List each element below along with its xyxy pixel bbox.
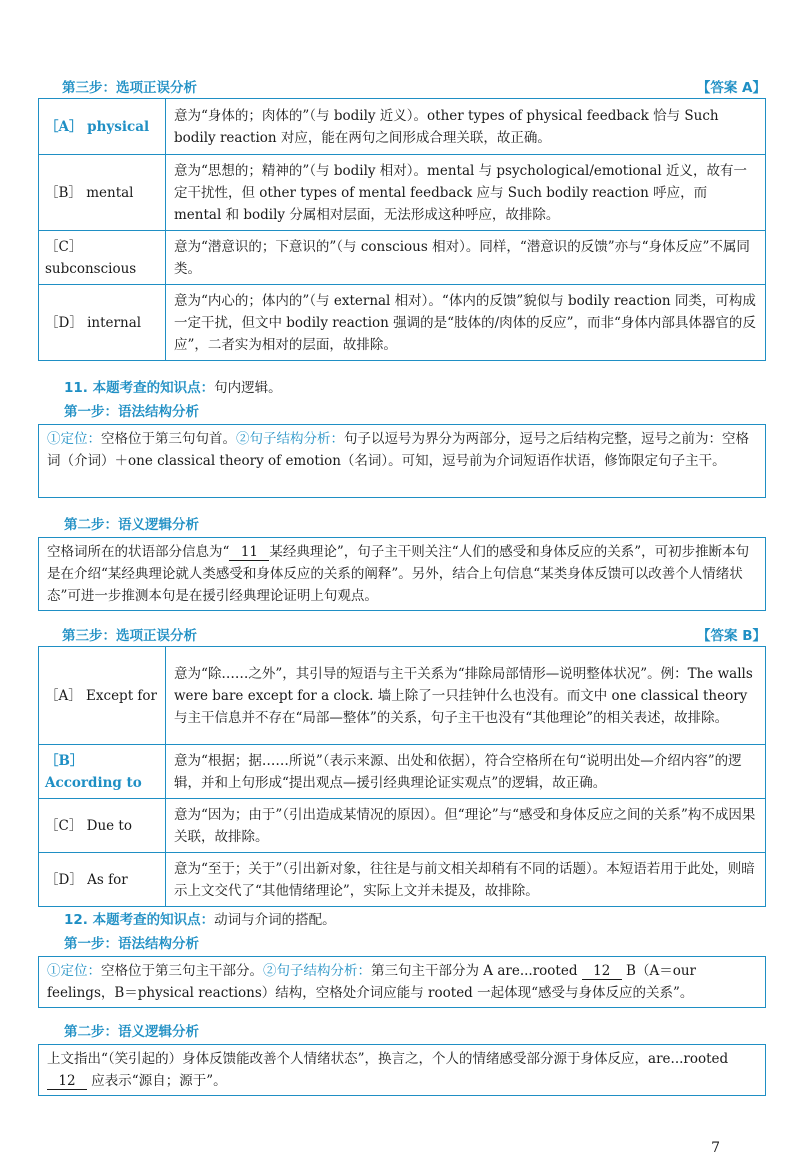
q10-options-table: [38, 98, 766, 361]
step2-text-post: 应表示“源自；源于”。: [87, 1073, 227, 1089]
q12-title-num: 12. 本题考查的知识点：: [64, 912, 215, 928]
option-text: 意为“至于；关于”（引出新对象，往往是与前文相关却稍有不同的话题）。本短语若用于此处，则暗示上文交代了“其他情绪理论”，实际上文并未提及，故排除。: [166, 853, 766, 907]
q11-options-table: [38, 646, 766, 907]
q10-step3-title: 第三步：选项正误分析: [62, 80, 197, 96]
structure-text: 第三句主干部分为 A are...rooted: [371, 963, 582, 979]
locate-text: 空格位于第三句句首。: [101, 431, 236, 447]
answer-blank: 12: [47, 1073, 87, 1090]
option-text: 意为“身体的；肉体的”（与 bodily 近义）。other types of physical feedback 恰与 Such bodily reaction 对应，能在两句之间形成合理关联，故正确。: [166, 99, 766, 155]
option-label: ［D］ internal: [39, 285, 166, 361]
q11-title: [64, 376, 282, 396]
locate-tag: ①定位：: [47, 431, 101, 447]
option-label: ［B］ mental: [39, 155, 166, 231]
option-text: 意为“因为；由于”（引出造成某情况的原因）。但“理论”与“感受和身体反应之间的关系”构不成因果关联，故排除。: [166, 799, 766, 853]
option-text: 意为“根据；据……所说”（表示来源、出处和依据），符合空格所在句“说明出处—介绍内容”的逻辑，并和上句形成“提出观点—援引经典理论证实观点”的逻辑，故正确。: [166, 745, 766, 799]
q11-answer: 【答案 B】: [697, 628, 766, 644]
q11-title-num: 11. 本题考查的知识点：: [64, 380, 215, 396]
q11-step3-header: [38, 622, 766, 644]
q11-step1-title: 第一步：语法结构分析: [64, 404, 199, 420]
q11-knowledge-point: 句内逻辑。: [214, 380, 282, 396]
table-row: [39, 285, 766, 361]
q12-step2-title: 第二步：语义逻辑分析: [64, 1024, 199, 1040]
q11-step1-box: [38, 424, 766, 498]
option-label: ［A］ physical: [39, 99, 166, 155]
q11-step2-title: 第二步：语义逻辑分析: [64, 517, 199, 533]
option-text: 意为“思想的；精神的”（与 bodily 相对）。mental 与 psychological/emotional 近义，故有一定干扰性，但 other types of mental feedback 应与 Such bodily reaction 呼应，而 mental 和 bodily 分属相对层面，无法形成这种呼应，故排除。: [166, 155, 766, 231]
q12-step2-box: [38, 1044, 766, 1096]
structure-text: 句子以逗号为界分为两部分，逗号之后结构完整，逗号之前为：空格词（介词）＋one classical theory of emotion（名词）。可知，逗号前为介词短语作状语，修饰限定句子主干。: [47, 431, 749, 469]
step2-text-pre: 上文指出“（笑引起的）身体反馈能改善个人情绪状态”，换言之，个人的情绪感受部分源于身体反应，are...rooted: [47, 1051, 729, 1067]
table-row: [39, 647, 766, 745]
option-text: 意为“潜意识的；下意识的”（与 conscious 相对）。同样，“潜意识的反馈”亦与“身体反应”不属同类。: [166, 231, 766, 285]
option-text: 意为“内心的；体内的”（与 external 相对）。“体内的反馈”貌似与 bodily reaction 同类，可构成一定干扰，但文中 bodily reaction 强调的是“肢体的/肉体的反应”，而非“身体内部具体器官的反应”，二者实为相对的层面，故排除。: [166, 285, 766, 361]
table-row: [39, 745, 766, 799]
table-row: [39, 99, 766, 155]
q12-step1-title: 第一步：语法结构分析: [64, 936, 199, 952]
option-label: ［A］ Except for: [39, 647, 166, 745]
step2-text-post: 某经典理论”，句子主干则关注“人们的感受和身体反应的关系”，可初步推断本句是在介绍“某经典理论就人类感受和身体反应的关系的阐释”。另外，结合上句信息“某类身体反馈可以改善个人情绪状态”可进一步推测本句是在援引经典理论证明上句观点。: [47, 544, 750, 604]
locate-tag: ①定位：: [47, 963, 101, 979]
structure-text-tail: B（A＝our feelings，B＝physical reactions）结构，空格处介词应能与 rooted 一起体现“感受与身体反应的关系”。: [47, 963, 697, 1001]
locate-text: 空格位于第三句主干部分。: [101, 963, 263, 979]
option-label: ［C］ Due to: [39, 799, 166, 853]
structure-tag: ②句子结构分析：: [236, 431, 344, 447]
option-label: ［C］ subconscious: [39, 231, 166, 285]
q12-title: [64, 908, 336, 928]
answer-blank: 12: [582, 963, 622, 980]
option-label: ［D］ As for: [39, 853, 166, 907]
table-row: [39, 231, 766, 285]
q11-step2-box: [38, 537, 766, 611]
option-label: ［B］ According to: [39, 745, 166, 799]
table-row: [39, 799, 766, 853]
page-number: 7: [711, 1140, 720, 1156]
q12-step1-box: [38, 956, 766, 1008]
option-text: 意为“除……之外”，其引导的短语与主干关系为“排除局部情形—说明整体状况”。例：The walls were bare except for a clock. 墙上除了一只挂钟什么也没有。而文中 one classical theory 与主干信息并不存在“局部—整体”的关系，句子主干也没有“其他理论”的相关表述，故排除。: [166, 647, 766, 745]
answer-blank: 11: [229, 544, 269, 561]
q12-knowledge-point: 动词与介词的搭配。: [214, 912, 336, 928]
structure-tag: ②句子结构分析：: [263, 963, 371, 979]
q10-answer: 【答案 A】: [696, 80, 766, 96]
table-row: [39, 155, 766, 231]
step2-text-pre: 空格词所在的状语部分信息为“: [47, 544, 230, 560]
q11-step3-title: 第三步：选项正误分析: [62, 628, 197, 644]
table-row: [39, 853, 766, 907]
q10-step3-header: [38, 74, 766, 96]
